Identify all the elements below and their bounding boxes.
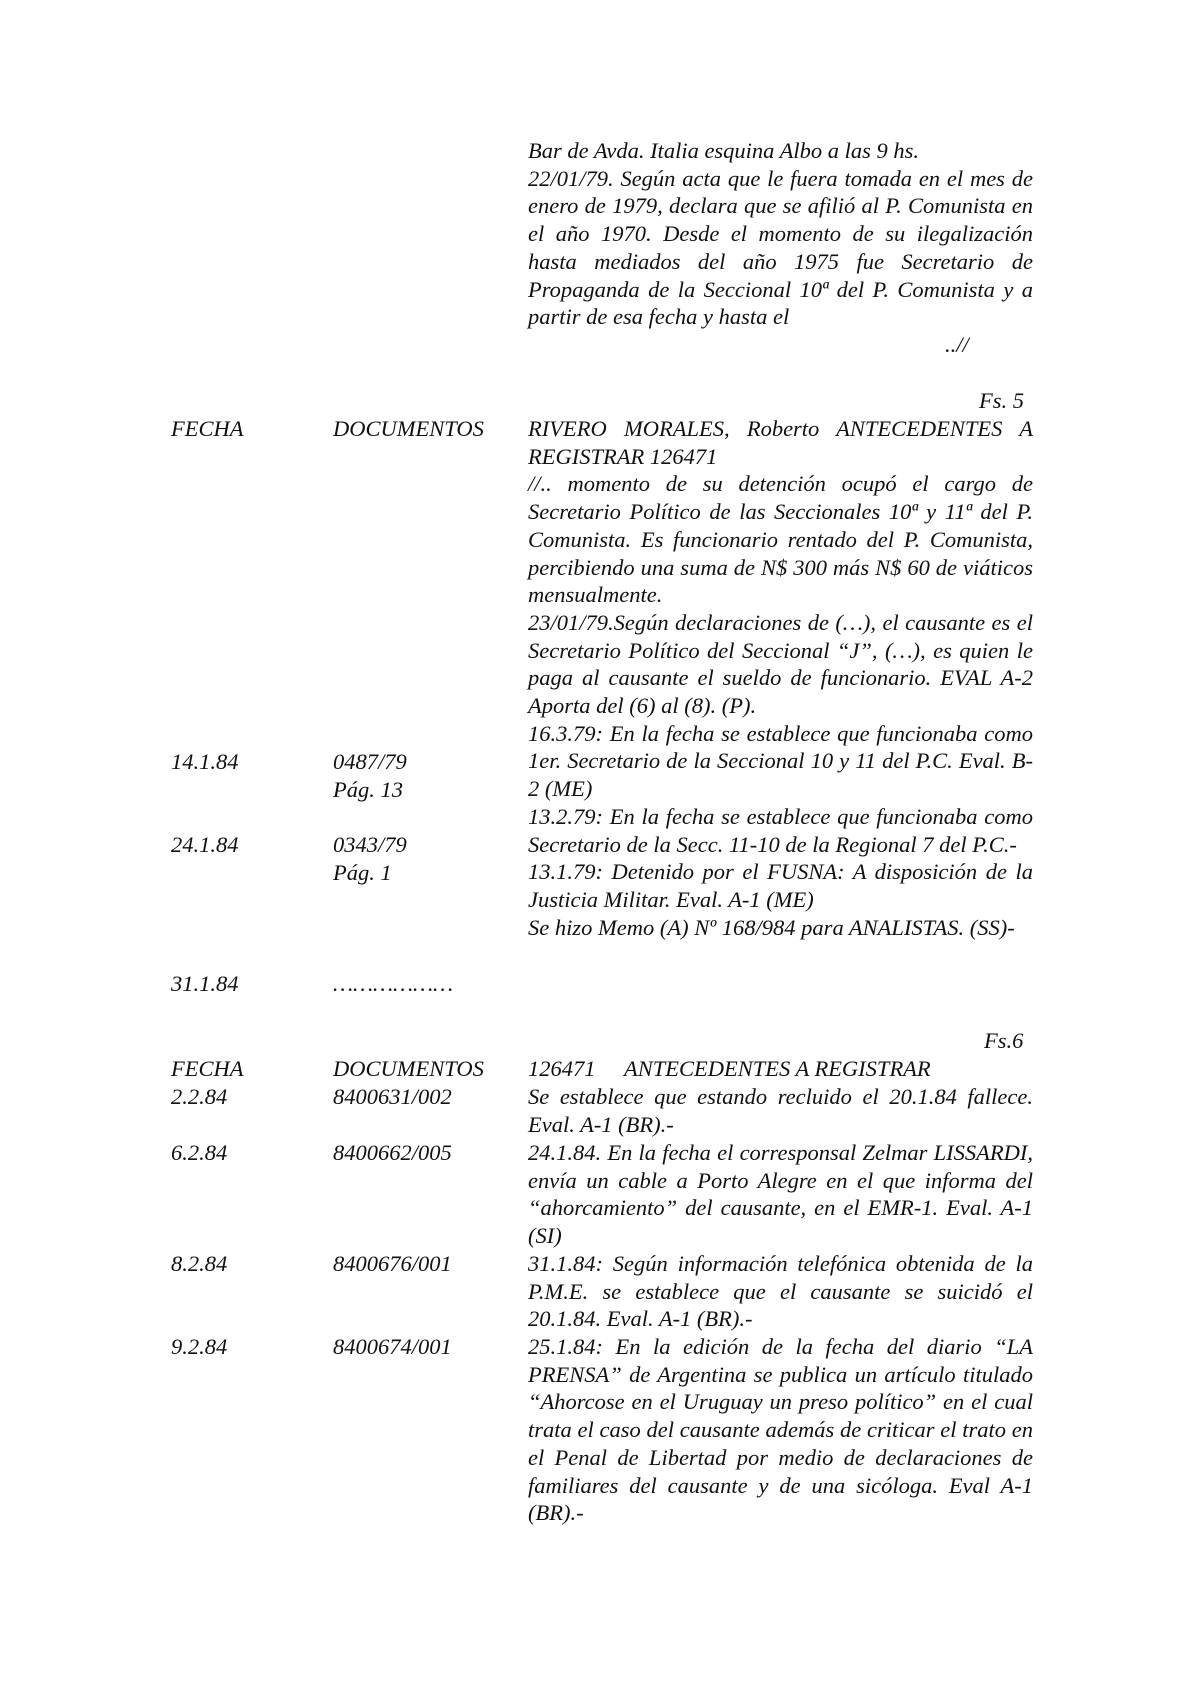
header-fecha: FECHA xyxy=(171,416,244,441)
row-date: 9.2.84 xyxy=(171,1334,228,1359)
section1-paragraph: //.. momento de su detención ocupó el cargo de Secretario Político de las Seccionales 10ª y 11ª del P. Comunista. Es funcionario rentado del P. Comunista, percibiendo una suma de N$ 300 más N$ 60 de viáticos mensualmente. xyxy=(528,471,1033,608)
continuation-mark: ..// xyxy=(945,332,969,357)
entry-date: 31.1.84 xyxy=(171,971,239,996)
section1-paragraph: 13.1.79: Detenido por el FUSNA: A disposición de la Justicia Militar. Eval. A-1 (ME) xyxy=(528,859,1033,912)
entry-document: 0343/79 xyxy=(333,832,407,857)
entry-page: Pág. 1 xyxy=(333,860,392,885)
row-date: 2.2.84 xyxy=(171,1084,228,1109)
row-text xyxy=(528,1250,1033,1333)
section1-paragraph: 23/01/79.Según declaraciones de (…), el causante es el Secretario Político del Seccional “J”, (…), es quien le paga al causante el sueldo de funcionario. EVAL A-2 Aporta del (6) al (8). (P). xyxy=(528,609,1033,719)
section1-title: RIVERO MORALES, Roberto ANTECEDENTES A REGISTRAR 126471 xyxy=(528,416,1033,469)
entry-page: Pág. 13 xyxy=(333,777,403,802)
section1-text-block xyxy=(528,415,1033,941)
section2-number: 126471 xyxy=(528,1056,596,1081)
row-date: 8.2.84 xyxy=(171,1251,228,1276)
entry-document: 0487/79 xyxy=(333,749,407,774)
row-paragraph: 31.1.84: Según información telefónica obtenida de la P.M.E. se establece que el causante se suicidó el 20.1.84. Eval. A-1 (BR).- xyxy=(528,1251,1033,1332)
row-document: 8400676/001 xyxy=(333,1251,452,1276)
row-document: 8400674/001 xyxy=(333,1334,452,1359)
row-date: 6.2.84 xyxy=(171,1140,228,1165)
row-paragraph: 25.1.84: En la edición de la fecha del diario “LA PRENSA” de Argentina se publica un artículo titulado “Ahorcose en el Uruguay un preso político” en el cual trata el caso del causante además de criticar el trato en el Penal de Libertad por medio de declaraciones de familiares del causante y de una sicóloga. Eval A-1 (BR).- xyxy=(528,1334,1033,1526)
header-documentos: DOCUMENTOS xyxy=(333,416,484,441)
section1-paragraph: 16.3.79: En la fecha se establece que funcionaba como 1er. Secretario de la Seccional 10 y 11 del P.C. Eval. B-2 (ME) xyxy=(528,720,1033,802)
row-text xyxy=(528,1083,1033,1138)
row-paragraph: Se establece que estando recluido el 20.1.84 fallece. Eval. A-1 (BR).- xyxy=(528,1084,1033,1137)
folio-number: Fs.6 xyxy=(984,1028,1024,1053)
row-text xyxy=(528,1139,1033,1250)
entry-document: ……………… xyxy=(333,971,454,996)
row-paragraph: 24.1.84. En la fecha el corresponsal Zelmar LISSARDI, envía un cable a Porto Alegre en el que informa del “ahorcamiento” del causante, en el EMR-1. Eval. A-1 (SI) xyxy=(528,1140,1033,1249)
section0-text-block xyxy=(528,137,1033,331)
section0-paragraph: Bar de Avda. Italia esquina Albo a las 9 hs. xyxy=(528,138,920,163)
folio-number: Fs. 5 xyxy=(979,388,1024,413)
entry-date: 14.1.84 xyxy=(171,749,239,774)
section2-title: ANTECEDENTES A REGISTRAR xyxy=(624,1056,931,1081)
section0-paragraph: 22/01/79. Según acta que le fuera tomada en el mes de enero de 1979, declara que se afilió al P. Comunista en el año 1970. Desde el momento de su ilegalización hasta mediados del año 1975 fue Secretario de Propaganda de la Seccional 10ª del P. Comunista y a partir de esa fecha y hasta el xyxy=(528,165,1033,330)
row-text xyxy=(528,1333,1033,1527)
header-documentos: DOCUMENTOS xyxy=(333,1056,484,1081)
row-document: 8400662/005 xyxy=(333,1140,452,1165)
row-document: 8400631/002 xyxy=(333,1084,452,1109)
section1-paragraph: Se hizo Memo (A) Nº 168/984 para ANALISTAS. (SS)- xyxy=(528,914,1015,940)
section1-paragraph: 13.2.79: En la fecha se establece que funcionaba como Secretario de la Secc. 11-10 de la Regional 7 del P.C.- xyxy=(528,803,1033,857)
header-fecha: FECHA xyxy=(171,1056,244,1081)
entry-date: 24.1.84 xyxy=(171,832,239,857)
